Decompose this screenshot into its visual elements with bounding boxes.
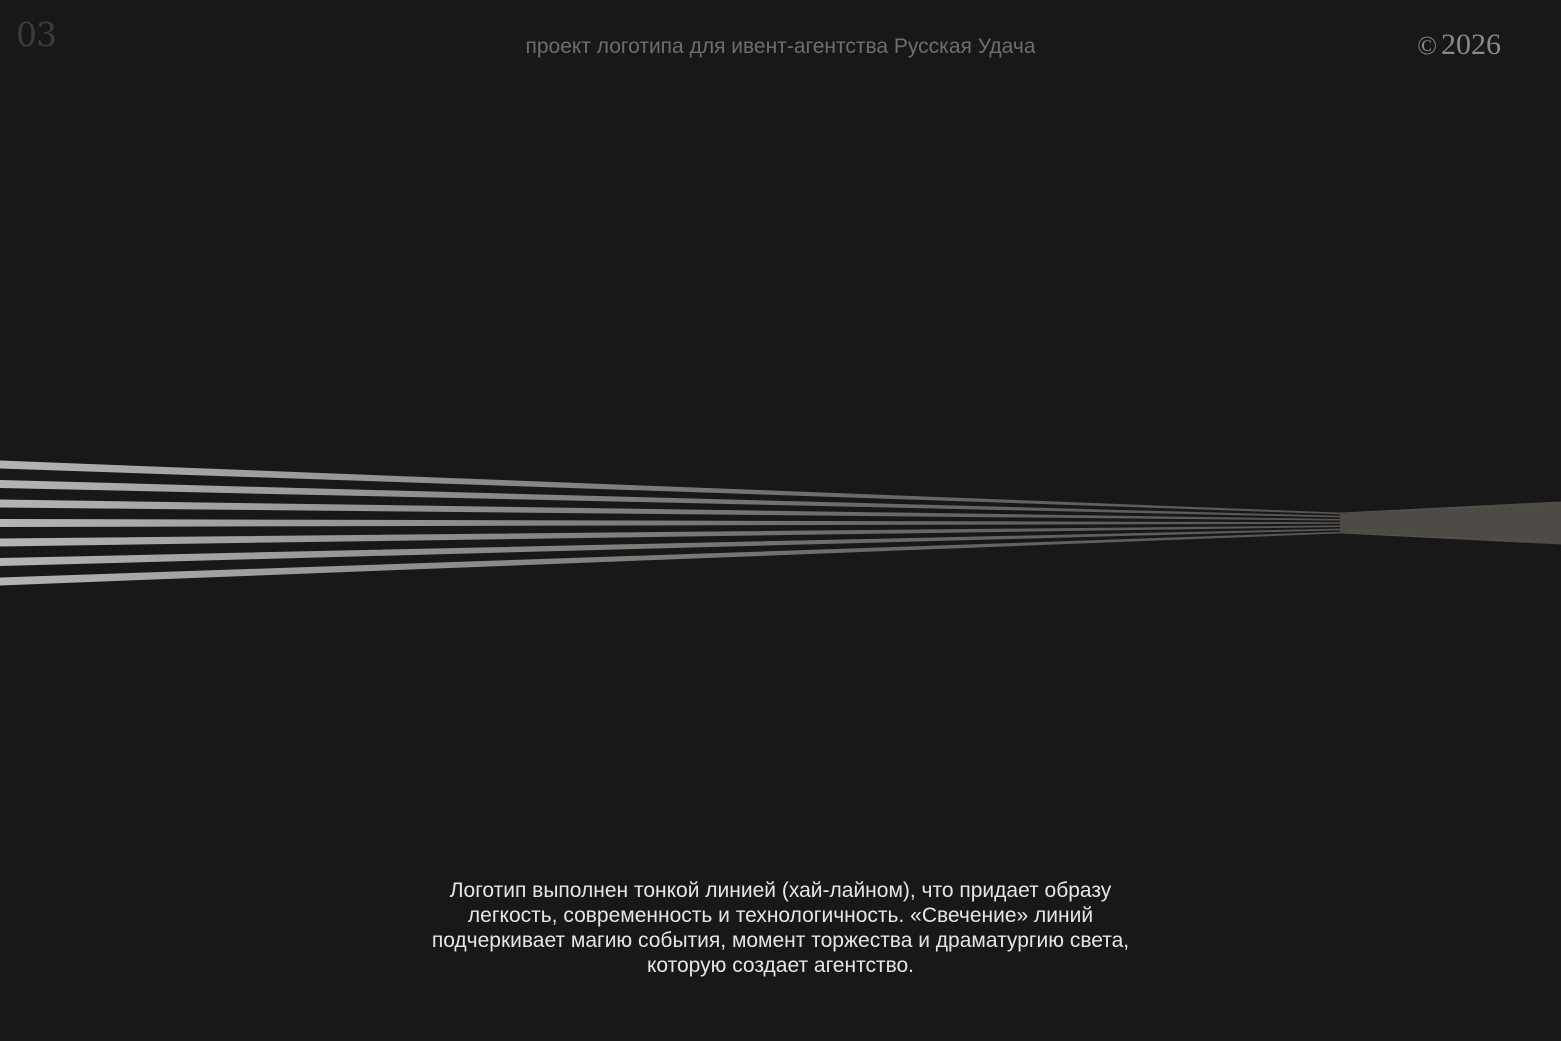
description-line: легкость, современность и технологичность. «Свечение» линий bbox=[467, 904, 1094, 927]
description-line: Логотип выполнен тонкой линией (хай-лайном), что придает образу bbox=[449, 879, 1112, 902]
copyright-icon: © bbox=[1417, 31, 1437, 60]
copyright-year: 2026 bbox=[1441, 28, 1501, 61]
project-title: проект логотипа для ивент-агентства Русская Удача bbox=[525, 35, 1036, 58]
page-number: 03 bbox=[16, 15, 56, 54]
description-line: подчеркивает магию события, момент торжества и драматургию света, bbox=[431, 929, 1130, 952]
logo-merge-band bbox=[1340, 505, 1561, 541]
logo-lines-group bbox=[0, 461, 1561, 586]
description-text bbox=[0, 878, 1561, 978]
description-line: которую создает агентство. bbox=[646, 954, 915, 977]
